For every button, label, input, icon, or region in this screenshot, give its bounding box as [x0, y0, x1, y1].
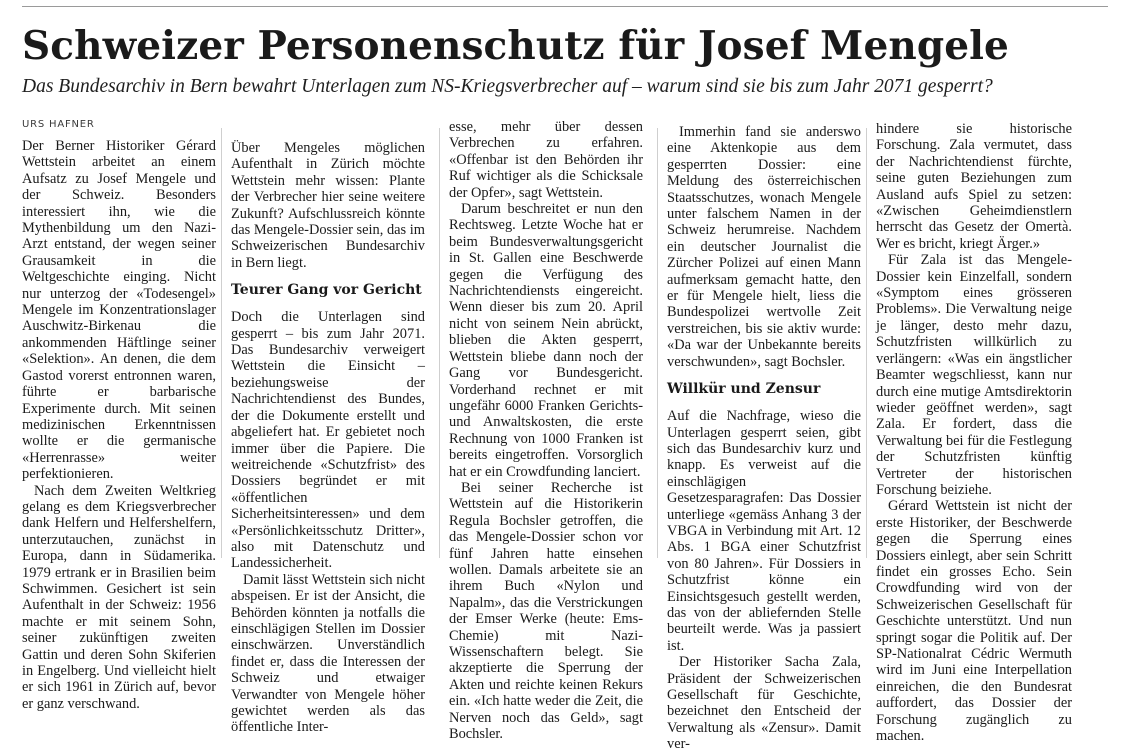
paragraph: Immerhin fand sie anderswo eine Aktenkopie aus dem gesperrten Dossier: eine Meldung des österreichischen Staatsschutzes, wonach Mengele unter falschem Namen in der Schweiz herumreise. Nachdem ein deutscher Journalist die Zürcher Polizei auf einen Mann aufmerksam gemacht hatte, den er für Mengele hielt, liess die Bundespolizei wertvolle Zeit verstreichen, bis sie aktiv wurde: «Da war der Unbekannte bereits verschwunden», sagt Bochsler. [667, 124, 861, 370]
article-column-1 [22, 118, 216, 712]
paragraph: Darum beschreitet er nun den Rechtsweg. Letzte Woche hat er beim Bundesverwaltungsgericht in St. Gallen eine Beschwerde gegen die Verfügung des Nachrichtendiensts eingereicht. Wenn dieser bis zum 20. April nicht von seinem Nein abrückt, blieben die Akten gesperrt, Wettstein bliebe dann noch der Gang vor Bundesgericht. Vorderhand rechnet er mit ungefähr 6000 Franken Gerichts- und Anwaltskosten, die erste Rechnung von 1000 Franken ist bereits eingetroffen. Vorsorglich hat er ein Crowdfunding lanciert. [449, 201, 643, 480]
top-rule [22, 6, 1108, 7]
headline: Schweizer Personenschutz für Josef Mengele [22, 23, 1009, 69]
article-column-3 [449, 119, 643, 743]
paragraph: Auf die Nachfrage, wieso die Unterlagen gesperrt seien, gibt sich das Bundesarchiv kurz und knapp. Es verweist auf die einschlägigen Gesetzesparagrafen: Das Dossier unterliege «gemäss Anhang 3 der VBGA in Verbindung mit Art. 12 Abs. 1 BGA einer Schutzfrist von 80 Jahren». Für Dossiers in Schutzfrist könne ein Einsichtsgesuch gestellt werden, das von der abliefernden Stelle beurteilt werde. Was ja passiert ist. [667, 408, 861, 654]
section-heading: Teurer Gang vor Gericht [231, 282, 422, 299]
paragraph: Gérard Wettstein ist nicht der erste Historiker, der Beschwerde gegen die Sperrung eines Dossiers einlegt, aber sein Schritt findet ein grosses Echo. Sein Crowdfunding wird von der Schweizerischen Gesellschaft für Geschichte unterstützt. Und nun springt sogar die Politik auf. Der SP-Nationalrat Cédric Wermuth wird im Juni eine Interpellation einreichen, die den Bundesrat auffordert, das Dossier der Forschung zugänglich zu machen. [876, 498, 1072, 745]
paragraph: esse, mehr über dessen Verbrechen zu erfahren. «Offenbar ist den Behörden ihr Ruf wichtiger als die Schicksale der Opfer», sagt Wettstein. [449, 119, 643, 201]
paragraph: Nach dem Zweiten Weltkrieg gelang es dem Kriegsverbrecher dank Helfern und Helfershelfern, unterzutauchen, zunächst in Europa, dann in Südamerika. 1979 ertrank er in Brasilien beim Schwimmen. Gesichert ist sein Aufenthalt in der Schweiz: 1956 machte er mit seinem Sohn, seiner zukünftigen zweiten Gattin und deren Sohn Skiferien in Engelberg. Und vielleicht hielt er sich 1961 in Zürich auf, bevor er ganz verschwand. [22, 482, 216, 712]
article-column-2 [231, 140, 425, 736]
article-column-4 [667, 124, 861, 753]
paragraph: Bei seiner Recherche ist Wettstein auf die Historikerin Regula Bochsler getroffen, die das Mengele-Dossier schon vor fünf Jahren hatte einsehen wollen. Damals arbeitete sie an ihrem Buch «Nylon und Napalm», das die Verstrickungen der Emser Werke (heute: Ems-Chemie) mit Nazi-Wissenschaftern belegt. Sie akzeptierte die Sperrung der Akten und reichte keinen Rekurs ein. «Ich hatte weder die Zeit, die Nerven noch das Geld», sagt Bochsler. [449, 479, 643, 743]
column-divider [657, 128, 658, 558]
column-divider [221, 128, 222, 558]
column-divider [866, 128, 867, 558]
paragraph: Über Mengeles möglichen Aufenthalt in Zürich möchte Wettstein mehr wissen: Plante der Verbrecher hier seine weitere Zukunft? Aufschlussreich könnte das Mengele-Dossier sein, das im Schweizerischen Bundesarchiv in Bern liegt. [231, 140, 425, 271]
paragraph: Für Zala ist das Mengele-Dossier kein Einzelfall, sondern «Symptom eines grösseren Problems». Die Verwaltung neige je länger, desto mehr dazu, Schutzfristen willkürlich zu verlängern: «Was ein ängstlicher Beamter wegschliesst, kann nur durch eine mutige Amtsdirektorin wieder geöffnet werden», sagt Zala. Er fordert, dass die Verwaltung bei für die Festlegung der Schutzfristen künftig Vertreter der historischen Forschung beiziehe. [876, 252, 1072, 498]
paragraph: Der Historiker Sacha Zala, Präsident der Schweizerischen Gesellschaft für Geschichte, bezeichnet den Entscheid der Verwaltung als «Zensur». Damit ver- [667, 654, 861, 753]
paragraph: Damit lässt Wettstein sich nicht abspeisen. Er ist der Ansicht, die Behörden könnten ja notfalls die einschlägigen Stellen im Dossier einschwärzen. Unverständlich findet er, dass die Interessen der Schweiz und etwaiger Verwandter von Mengele höher gewichtet werden als das öffentliche Inter- [231, 571, 425, 736]
article-column-5 [876, 121, 1072, 745]
section-heading: Willkür und Zensur [667, 381, 821, 398]
paragraph: Doch die Unterlagen sind gesperrt – bis zum Jahr 2071. Das Bundesarchiv verweigert Wettstein die Einsicht – beziehungsweise der Nachrichtendienst des Bundes, der die Dokumente erstellt und abgeliefert hat. Er gebietet noch immer über die Papiere. Die weitreichende «Schutzfrist» des Dossiers begründet er mit «öffentlichen Sicherheitsinteressen» und dem «Persönlichkeitsschutz Dritter», also mit Datenschutz und Landessicherheit. [231, 309, 425, 572]
subhead: Das Bundesarchiv in Bern bewahrt Unterlagen zum NS-Kriegsverbrecher auf – warum sind sie bis zum Jahr 2071 gesperrt? [22, 76, 993, 97]
author-byline: URS HAFNER [22, 119, 95, 130]
paragraph: Der Berner Historiker Gérard Wettstein arbeitet an einem Aufsatz zu Josef Mengele und der Schweiz. Besonders interessiert ihn, wie die Mythenbildung um den Nazi-Arzt entstand, der wegen seiner Grausamkeit in die Weltgeschichte einging. Nicht nur unterzog der «Todesengel» Mengele im Konzentrationslager Auschwitz-Birkenau die ankommenden Häftlinge seiner «Selektion». An denen, die dem Gastod vorerst entronnen waren, führte er barbarische Experimente durch. Mit seinen medizinischen Erkenntnissen wollte er die germanische «Herrenrasse» weiter perfektionieren. [22, 138, 216, 483]
paragraph: hindere sie historische Forschung. Zala vermutet, dass der Nachrichtendienst fürchte, seine guten Beziehungen zum Ausland aufs Spiel zu setzen: «Zwischen Geheimdienstlern herrscht das Gesetz der Omertà. Wer es bricht, kriegt Ärger.» [876, 121, 1072, 252]
column-divider [439, 128, 440, 558]
